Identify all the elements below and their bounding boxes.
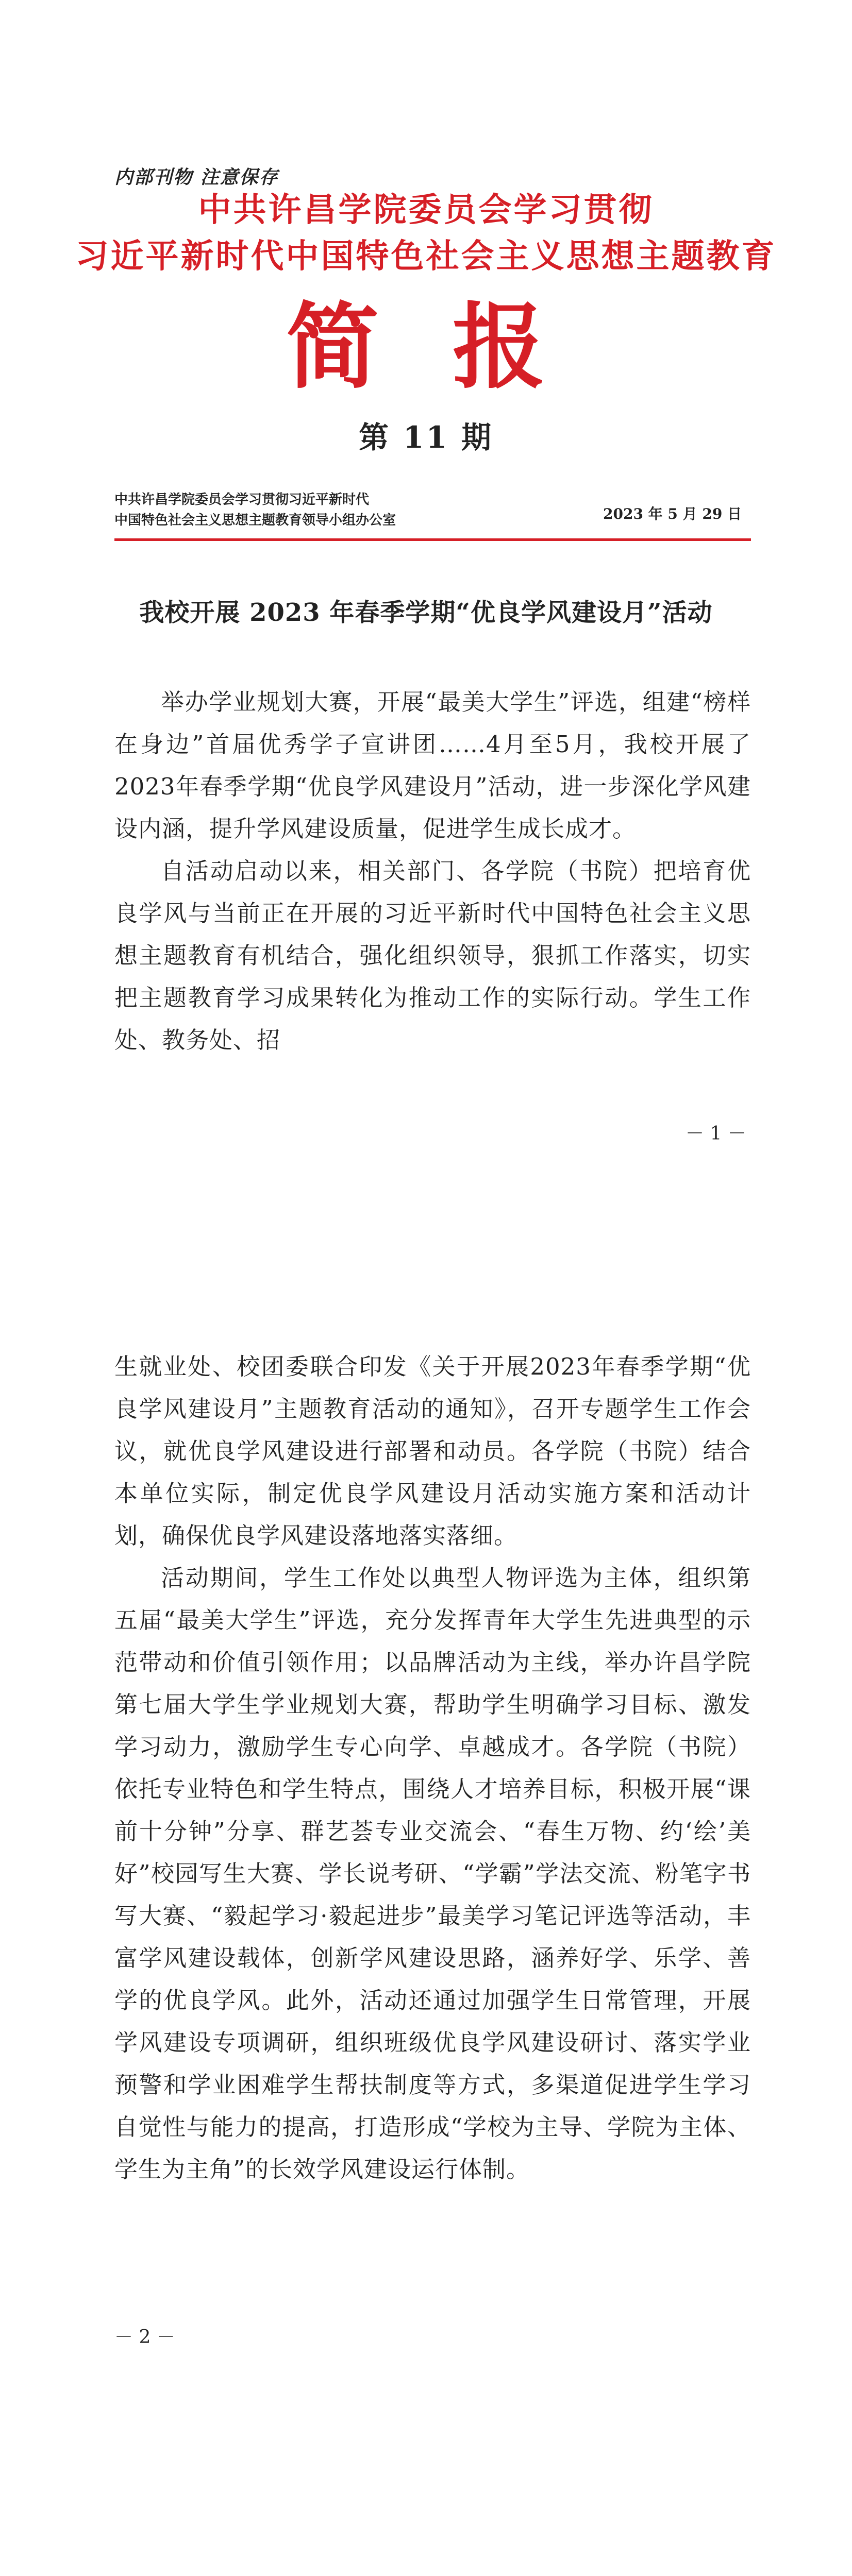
article-title: 我校开展 2023 年春季学期“优良学风建设月”活动 xyxy=(139,598,713,627)
issuer-block xyxy=(114,489,506,531)
confidential-mark: 内部刊物 注意保存 xyxy=(114,167,279,188)
org-title-line1: 中共许昌学院委员会学习贯彻 xyxy=(198,191,654,229)
paragraph: 自活动启动以来，相关部门、各学院（书院）把培育优良学风与当前正在开展的习近平新时代中国特色社会主义思想主题教育有机结合，强化组织领导，狠抓工作落实，切实把主题教育学习成果转化为推动工作的实际行动。学生工作处、教务处、招 xyxy=(114,857,751,1054)
page-number-1: － 1 － xyxy=(686,1123,746,1144)
page2-body xyxy=(114,1346,751,2191)
issue-number: 第 11 期 xyxy=(358,420,494,455)
paragraph: 举办学业规划大赛，开展“最美大学生”评选，组建“榜样在身边”首届优秀学子宣讲团……4月至5月，我校开展了2023年春季学期“优良学风建设月”活动，进一步深化学风建设内涵，提升学风建设质量，促进学生成长成才。 xyxy=(114,688,751,842)
paragraph: 活动期间，学生工作处以典型人物评选为主体，组织第五届“最美大学生”评选，充分发挥青年大学生先进典型的示范带动和价值引领作用；以品牌活动为主线，举办许昌学院第七届大学生学业规划大赛，帮助学生明确学习目标、激发学习动力，激励学生专心向学、卓越成才。各学院（书院）依托专业特色和学生特点，围绕人才培养目标，积极开展“课前十分钟”分享、群艺荟专业交流会、“春生万物、约‘绘’美好”校园写生大赛、学长说考研、“学霸”学法交流、粉笔字书写大赛、“毅起学习·毅起进步”最美学习笔记评选等活动，丰富学风建设载体，创新学风建设思路，涵养好学、乐学、善学的优良学风。此外，活动还通过加强学生日常管理，开展学风建设专项调研，组织班级优良学风建设研讨、落实学业预警和学业困难学生帮扶制度等方式，多渠道促进学生学习自觉性与能力的提高，打造形成“学校为主导、学院为主体、学生为主角”的长效学风建设运行体制。 xyxy=(114,1564,751,2183)
header-divider xyxy=(114,538,751,541)
page1-body xyxy=(114,681,751,1061)
brief-title: 简 报 xyxy=(286,294,566,401)
paragraph: 生就业处、校团委联合印发《关于开展2023年春季学期“优良学风建设月”主题教育活动的通知》，召开专题学生工作会议，就优良学风建设进行部署和动员。各学院（书院）结合本单位实际，制定优良学风建设月活动实施方案和活动计划，确保优良学风建设落地落实落细。 xyxy=(114,1353,751,1549)
issuer-line2: 中国特色社会主义思想主题教育领导小组办公室 xyxy=(114,513,396,528)
org-title-line2: 习近平新时代中国特色社会主义思想主题教育 xyxy=(75,237,777,276)
issuer-line1: 中共许昌学院委员会学习贯彻习近平新时代 xyxy=(114,492,370,507)
page-number-2: － 2 － xyxy=(114,2327,175,2348)
issue-date: 2023 年 5 月 29 日 xyxy=(603,505,742,522)
